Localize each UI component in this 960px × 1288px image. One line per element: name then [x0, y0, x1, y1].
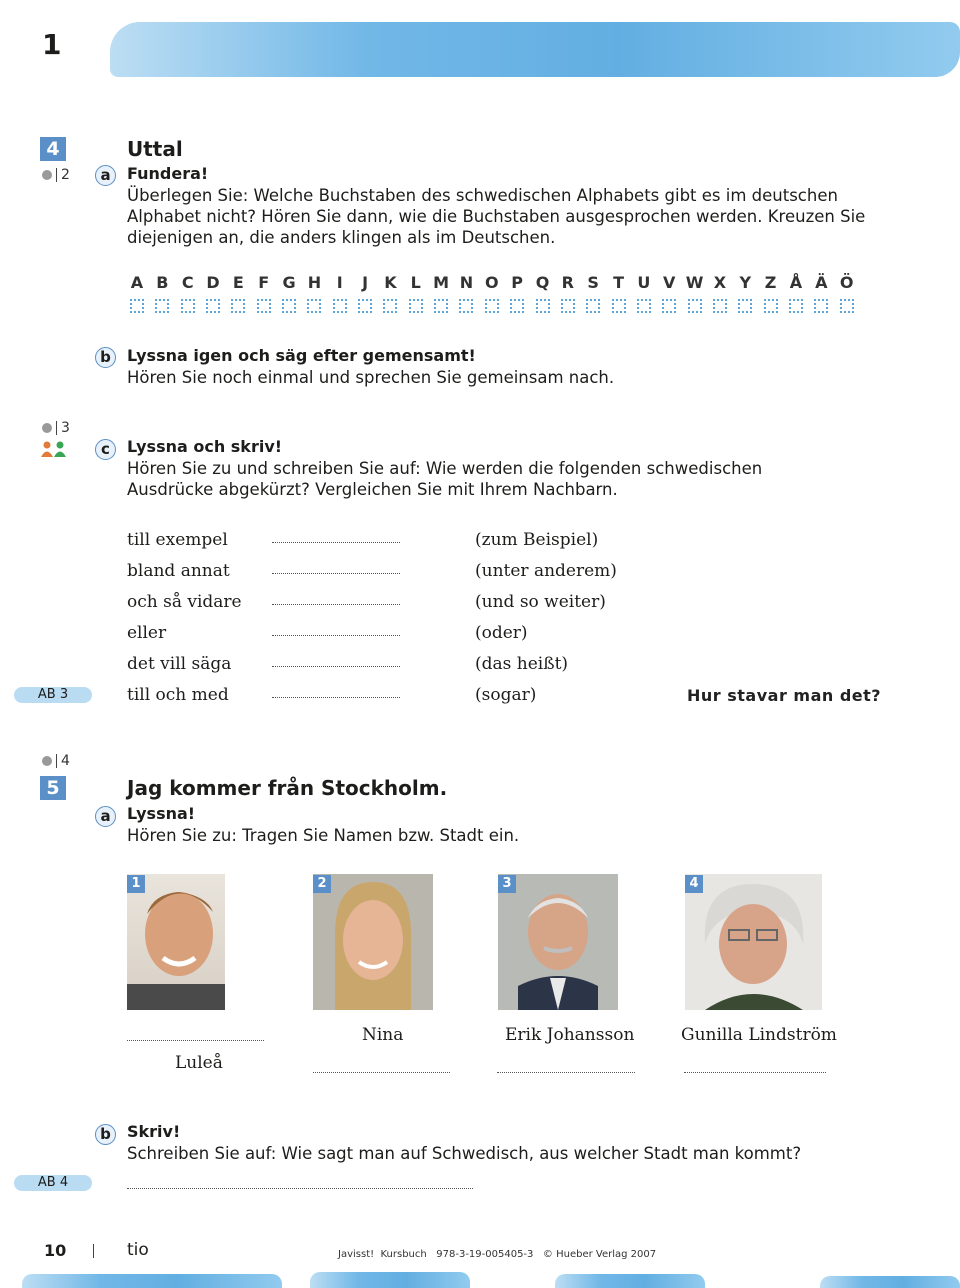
page-word: tio	[127, 1240, 149, 1260]
alphabet-letter: O	[485, 273, 499, 292]
alphabet-letter-column	[710, 273, 730, 313]
alphabet-letter: G	[282, 273, 296, 292]
german-translation: (und so weiter)	[475, 592, 606, 612]
audio-track-marker: 3	[42, 420, 70, 436]
alphabet-letter: I	[336, 273, 343, 292]
chapter-number: 1	[42, 28, 62, 61]
alphabet-letter-column	[659, 273, 679, 313]
subtask-heading: Fundera!	[127, 164, 209, 183]
letter-checkbox[interactable]	[637, 299, 651, 313]
subtask-heading: Lyssna!	[127, 804, 196, 823]
letter-checkbox[interactable]	[561, 299, 575, 313]
answer-blank[interactable]	[127, 1188, 473, 1189]
alphabet-letter-column	[735, 273, 755, 313]
subtask-heading: Skriv!	[127, 1122, 181, 1141]
letter-checkbox[interactable]	[155, 299, 169, 313]
alphabet-letter-column	[152, 273, 172, 313]
subtask-heading: Lyssna igen och säg efter gemensamt!	[127, 346, 476, 365]
city-blank-2[interactable]	[313, 1072, 450, 1073]
alphabet-letter: Ä	[815, 273, 828, 292]
alphabet-letter-column	[482, 273, 502, 313]
portrait-photo-1	[127, 874, 225, 1010]
exercise-number-badge: 4	[40, 137, 66, 161]
portrait-photo-4	[685, 874, 822, 1010]
city-blank-4[interactable]	[684, 1072, 826, 1073]
portrait-photo-3	[498, 874, 618, 1010]
alphabet-letter: K	[384, 273, 397, 292]
alphabet-letter: Y	[739, 273, 752, 292]
letter-checkbox[interactable]	[536, 299, 550, 313]
german-translation: (das heißt)	[475, 654, 569, 674]
alphabet-letter-column	[279, 273, 299, 313]
alphabet-letter-column	[609, 273, 629, 313]
letter-checkbox[interactable]	[130, 299, 144, 313]
subtask-letter-a: a	[95, 165, 116, 186]
letter-checkbox[interactable]	[409, 299, 423, 313]
subtask-letter-c: c	[95, 439, 116, 460]
alphabet-letter-column	[254, 273, 274, 313]
alphabet-letter: U	[637, 273, 651, 292]
name-blank-1[interactable]	[127, 1040, 264, 1041]
alphabet-letter: X	[713, 273, 727, 292]
german-translation: (unter anderem)	[475, 561, 617, 581]
alphabet-letter: H	[307, 273, 322, 292]
photo-number: 3	[498, 875, 516, 893]
alphabet-letter: A	[130, 273, 144, 292]
letter-checkbox[interactable]	[383, 299, 397, 313]
side-note: Hur stavar man det?	[687, 686, 882, 705]
instruction-line: Ausdrücke abgekürzt? Vergleichen Sie mit Ihrem Nachbarn.	[127, 480, 618, 499]
alphabet-letter: B	[156, 273, 169, 292]
person-name: Erik Johansson	[505, 1025, 635, 1045]
workbook-reference: AB 4	[14, 1175, 92, 1191]
workbook-reference: AB 3	[14, 687, 92, 703]
swedish-expression: till och med	[127, 685, 229, 705]
abbreviation-blank[interactable]	[272, 697, 400, 698]
swedish-expression: eller	[127, 623, 167, 643]
alphabet-letter: F	[258, 273, 270, 292]
cd-icon	[42, 756, 52, 766]
header-brush-stroke	[110, 22, 960, 77]
instruction-line: Hören Sie zu: Tragen Sie Namen bzw. Stadt ein.	[127, 826, 520, 845]
alphabet-letter-column	[685, 273, 705, 313]
german-translation: (sogar)	[475, 685, 537, 705]
alphabet-letter-column	[228, 273, 248, 313]
alphabet-letter-column	[507, 273, 527, 313]
alphabet-letter-column	[178, 273, 198, 313]
letter-checkbox[interactable]	[688, 299, 702, 313]
alphabet-letter: V	[663, 273, 676, 292]
alphabet-checklist	[127, 273, 857, 313]
photo-number: 4	[685, 875, 703, 893]
portrait-photo-2	[313, 874, 433, 1010]
alphabet-letter-column	[761, 273, 781, 313]
letter-checkbox[interactable]	[181, 299, 195, 313]
footer-brush-stroke	[820, 1276, 960, 1288]
letter-checkbox[interactable]	[789, 299, 803, 313]
footer-brush-stroke	[555, 1274, 705, 1288]
instruction-line: Hören Sie zu und schreiben Sie auf: Wie werden die folgenden schwedischen	[127, 459, 763, 478]
german-translation: (oder)	[475, 623, 528, 643]
alphabet-letter-column	[406, 273, 426, 313]
alphabet-letter-column	[203, 273, 223, 313]
letter-checkbox[interactable]	[206, 299, 220, 313]
letter-checkbox[interactable]	[713, 299, 727, 313]
subtask-letter-a: a	[95, 806, 116, 827]
alphabet-letter-column	[837, 273, 857, 313]
alphabet-letter: S	[587, 273, 599, 292]
alphabet-letter: C	[181, 273, 194, 292]
alphabet-letter-column	[127, 273, 147, 313]
alphabet-letter-column	[304, 273, 324, 313]
letter-checkbox[interactable]	[231, 299, 245, 313]
letter-checkbox[interactable]	[257, 299, 271, 313]
letter-checkbox[interactable]	[738, 299, 752, 313]
instruction-line: Überlegen Sie: Welche Buchstaben des schwedischen Alphabets gibt es im deutschen	[127, 186, 838, 205]
alphabet-letter-column	[431, 273, 451, 313]
exercise-number-badge: 5	[40, 776, 66, 800]
footer-brush-stroke	[310, 1272, 470, 1288]
alphabet-letter-column	[355, 273, 375, 313]
instruction-line: Alphabet nicht? Hören Sie dann, wie die Buchstaben ausgesprochen werden. Kreuzen Sie	[127, 207, 866, 226]
subtask-heading: Lyssna och skriv!	[127, 437, 283, 456]
alphabet-letter: Ö	[839, 273, 854, 292]
footer-brush-stroke	[22, 1274, 282, 1288]
alphabet-letter-column	[456, 273, 476, 313]
letter-checkbox[interactable]	[485, 299, 499, 313]
person-city: Luleå	[175, 1053, 223, 1073]
letter-checkbox[interactable]	[333, 299, 347, 313]
exercise-title: Uttal	[127, 137, 183, 161]
alphabet-letter: E	[232, 273, 244, 292]
alphabet-letter: R	[561, 273, 574, 292]
letter-checkbox[interactable]	[662, 299, 676, 313]
footer-credit: Javisst! Kursbuch 978-3-19-005405-3 © Hueber Verlag 2007	[338, 1249, 657, 1260]
city-blank-3[interactable]	[497, 1072, 635, 1073]
subtask-letter-b: b	[95, 347, 116, 368]
letter-checkbox[interactable]	[586, 299, 600, 313]
german-translation: (zum Beispiel)	[475, 530, 599, 550]
cd-icon	[42, 170, 52, 180]
alphabet-letter-column	[786, 273, 806, 313]
pair-work-icon	[40, 441, 68, 457]
exercise-title: Jag kommer från Stockholm.	[127, 776, 448, 800]
photo-number: 2	[313, 875, 331, 893]
alphabet-letter: W	[685, 273, 704, 292]
swedish-expression: bland annat	[127, 561, 230, 581]
abbreviation-blank[interactable]	[272, 604, 400, 605]
footer-divider	[93, 1244, 94, 1258]
alphabet-letter-column	[380, 273, 400, 313]
alphabet-letter-column	[811, 273, 831, 313]
swedish-expression: och så vidare	[127, 592, 242, 612]
photo-number: 1	[127, 875, 145, 893]
letter-checkbox[interactable]	[814, 299, 828, 313]
alphabet-letter: M	[433, 273, 450, 292]
letter-checkbox[interactable]	[282, 299, 296, 313]
alphabet-letter: J	[362, 273, 369, 292]
letter-checkbox[interactable]	[612, 299, 626, 313]
swedish-expression: till exempel	[127, 530, 228, 550]
instruction-line: Schreiben Sie auf: Wie sagt man auf Schwedisch, aus welcher Stadt man kommt?	[127, 1144, 802, 1163]
alphabet-letter: N	[459, 273, 474, 292]
letter-checkbox[interactable]	[358, 299, 372, 313]
abbreviation-blank[interactable]	[272, 542, 400, 543]
instruction-line: diejenigen an, die anders klingen als im Deutschen.	[127, 228, 556, 247]
alphabet-letter: D	[206, 273, 220, 292]
letter-checkbox[interactable]	[459, 299, 473, 313]
alphabet-letter: L	[410, 273, 421, 292]
alphabet-letter: Q	[535, 273, 550, 292]
audio-track-marker: 2	[42, 167, 70, 183]
abbreviation-blank[interactable]	[272, 635, 400, 636]
letter-checkbox[interactable]	[764, 299, 778, 313]
page-number: 10	[44, 1241, 67, 1260]
alphabet-letter: Å	[789, 273, 803, 292]
letter-checkbox[interactable]	[840, 299, 854, 313]
letter-checkbox[interactable]	[510, 299, 524, 313]
audio-track-marker: 4	[42, 753, 70, 769]
subtask-letter-b: b	[95, 1124, 116, 1145]
cd-icon	[42, 423, 52, 433]
alphabet-letter-column	[533, 273, 553, 313]
alphabet-letter: P	[511, 273, 524, 292]
alphabet-letter-column	[330, 273, 350, 313]
person-name: Nina	[362, 1025, 404, 1045]
alphabet-letter-column	[558, 273, 578, 313]
letter-checkbox[interactable]	[307, 299, 321, 313]
person-name: Gunilla Lindström	[681, 1025, 837, 1045]
alphabet-letter: Z	[764, 273, 777, 292]
instruction-line: Hören Sie noch einmal und sprechen Sie gemeinsam nach.	[127, 368, 615, 387]
abbreviation-blank[interactable]	[272, 666, 400, 667]
alphabet-letter-column	[583, 273, 603, 313]
alphabet-letter-column	[634, 273, 654, 313]
alphabet-letter: T	[613, 273, 624, 292]
letter-checkbox[interactable]	[434, 299, 448, 313]
abbreviation-blank[interactable]	[272, 573, 400, 574]
swedish-expression: det vill säga	[127, 654, 232, 674]
